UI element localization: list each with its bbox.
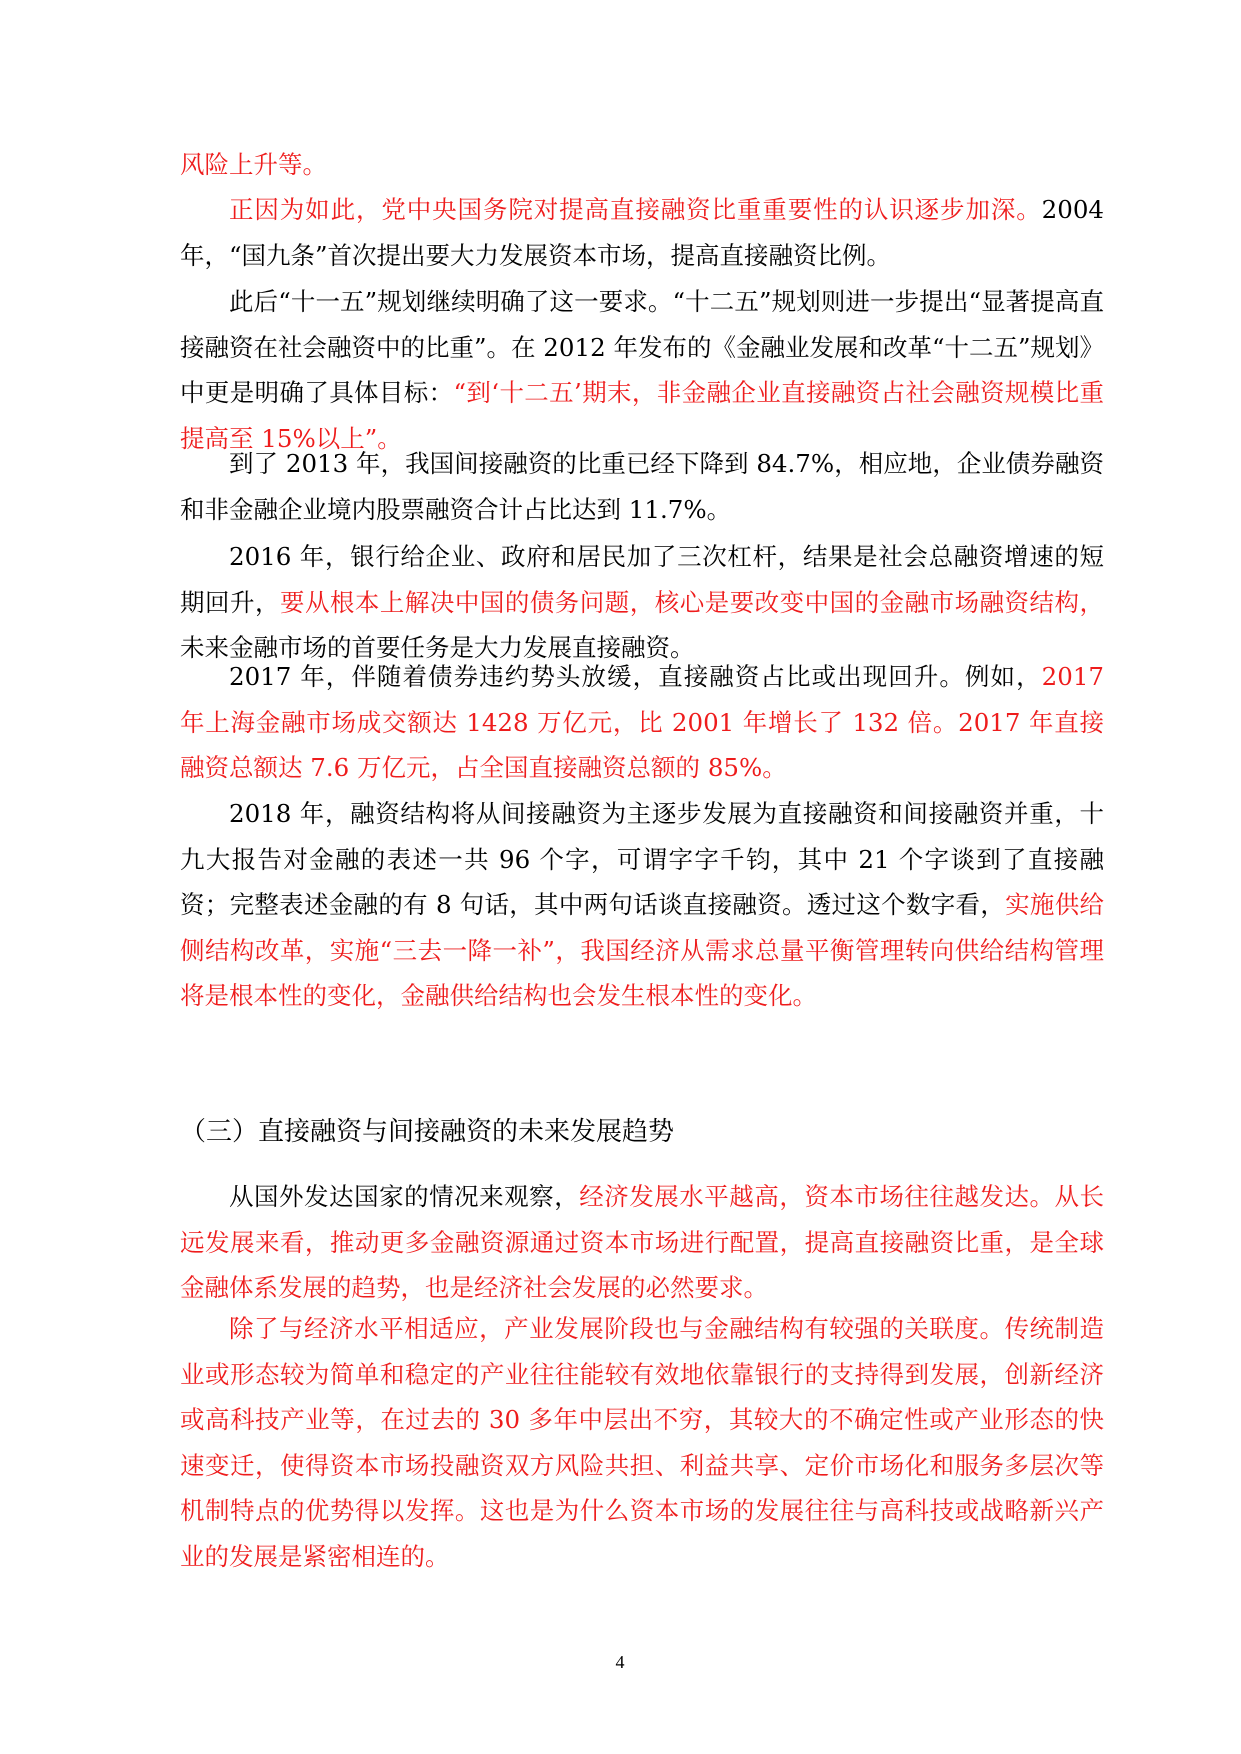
section-heading: （三）直接融资与间接融资的未来发展趋势: [180, 1117, 675, 1147]
text-run: 2016 年，银行给企业、政府和居民加了三次杠杆，结果是社会总融资增速的短期回升，: [180, 542, 1104, 617]
text-run: 除了与经济水平相适应，产业发展阶段也与金融结构有较强的关联度。传统制造业或形态较为简单和稳定的产业往往能较有效地依靠银行的支持得到发展，创新经济或高科技产业等，在过去的 30 多年中层出不穷，其较大的不确定性或产业形态的快速变迁，使得资本市场投融资双方风险共担、利益共享、定价市场化和服务多层次等机制特点的优势得以发挥。这也是为什么资本市场的发展往往与高科技或战略新兴产业的发展是紧密相连的。: [180, 1314, 1104, 1571]
text-run: 2017 年，伴随着债券违约势头放缓，直接融资占比或出现回升。例如，: [229, 662, 1042, 691]
text-run: 实施供给侧结构改革，实施“三去一降一补”，我国经济从需求总量平衡管理转向供给结构管理将是根本性的变化，金融供给结构也会发生根本性的变化。: [180, 890, 1105, 1010]
paragraph-policy-awareness: [180, 187, 1104, 278]
text-run: 要从根本上解决中国的债务问题，核心是要改变中国的金融市场融资结构，: [279, 587, 1105, 617]
text-run: 风险上升等。: [180, 150, 327, 179]
text-run: 正因为如此，党中央国务院对提高直接融资比重重要性的认识逐步加深。: [229, 195, 1042, 224]
paragraph-five-year-plans: [180, 279, 1104, 461]
paragraph-2018-structure: [180, 791, 1104, 1019]
paragraph-2017-rebound: [180, 654, 1104, 791]
text-run: 此后“十一五”规划继续明确了这一要求。“十二五”规划则进一步提出“显著提高直接融资在社会融资中的比重”。在 2012 年发布的《金融业发展和改革“十二五”规划》中更是明确了具体目标：: [180, 287, 1104, 407]
text-run: 到了 2013 年，我国间接融资的比重已经下降到 84.7%，相应地，企业债券融资和非金融企业境内股票融资合计占比达到 11.7%。: [180, 449, 1104, 524]
text-run: “到‘十二五’期末，非金融企业直接融资占社会融资规模比重提高至 15%以上”。: [180, 378, 1104, 453]
text-run: 经济发展水平越高，资本市场往往越发达。从长远发展来看，推动更多金融资源通过资本市场进行配置，提高直接融资比重，是全球金融体系发展的趋势，也是经济社会发展的必然要求。: [180, 1182, 1105, 1302]
text-run: 2004 年，“国九条”首次提出要大力发展资本市场，提高直接融资比例。: [180, 195, 1104, 270]
paragraph-2013-ratio: [180, 441, 1104, 532]
paragraph-developed-countries: [180, 1174, 1104, 1311]
text-run: 从国外发达国家的情况来观察，: [229, 1182, 580, 1211]
paragraph-risk-rising: [180, 142, 1104, 188]
paragraph-industry-stage: [180, 1306, 1104, 1579]
text-run: 未来金融市场的首要任务是大力发展直接融资。: [180, 633, 695, 662]
page-number: 4: [615, 1652, 625, 1672]
paragraph-2016-leverage: [180, 534, 1104, 671]
text-run: 2018 年，融资结构将从间接融资为主逐步发展为直接融资和间接融资并重，十九大报告对金融的表述一共 96 个字，可谓字字千钧，其中 21 个字谈到了直接融资；完整表述金融的有 8 句话，其中两句话谈直接融资。透过这个数字看，: [180, 799, 1104, 919]
text-run: 2017 年上海金融市场成交额达 1428 万亿元，比 2001 年增长了 132 倍。2017 年直接融资总额达 7.6 万亿元，占全国直接融资总额的 85%。: [180, 662, 1104, 782]
